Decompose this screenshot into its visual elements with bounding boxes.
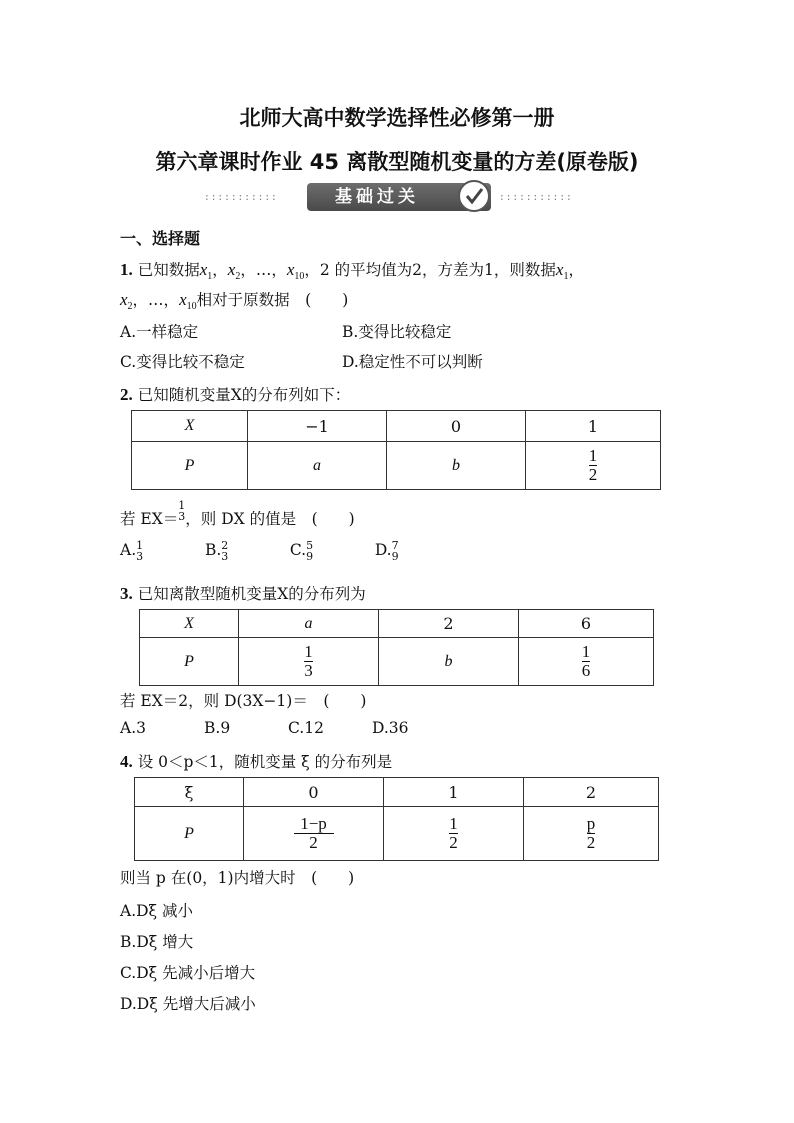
section-banner: 基础过关 xyxy=(307,183,491,211)
q4-number: 4. xyxy=(120,752,133,771)
q2-option-c: C. 5 9 xyxy=(289,539,314,563)
q2-distribution-table xyxy=(131,410,661,490)
table-cell: b xyxy=(387,442,526,490)
table-cell: b xyxy=(379,638,519,686)
table-cell: X xyxy=(132,411,248,442)
table-cell xyxy=(519,638,654,686)
checkmark-icon xyxy=(458,180,490,212)
q1-option-d: D.稳定性不可以判断 xyxy=(342,353,483,371)
fraction: $\frac{1}{3}$ xyxy=(304,642,313,680)
table-cell: P xyxy=(132,442,248,490)
q2-options xyxy=(120,540,455,562)
fraction: $\frac{p}{2}$ xyxy=(586,814,596,852)
q1-stem-c: 相对于原数据 xyxy=(196,291,290,309)
table-cell: a xyxy=(248,442,387,490)
table-cell: 2 xyxy=(379,610,519,638)
q3-option-c: C.12 xyxy=(288,719,324,737)
fraction: $\frac{1}{2}$ xyxy=(588,446,598,484)
q3-option-a: A.3 xyxy=(120,719,146,737)
document-subtitle: 第六章课时作业 45 离散型随机变量的方差(原卷版) xyxy=(155,150,639,174)
q1-stem-b: ，2 的平均值为2，方差为1，则数据 xyxy=(304,261,556,279)
banner-dots-left: ::::::::::: xyxy=(205,190,279,203)
q1-paren: ( ) xyxy=(305,291,349,309)
fraction: $\frac{1}{2}$ xyxy=(449,814,458,852)
q3-stem-text: 已知离散型随机变量X的分布列为 xyxy=(137,585,366,603)
table-cell xyxy=(244,807,384,861)
table-cell xyxy=(524,807,659,861)
q2-condition: 若 EX＝ 1 3 ，则 DX 的值是 ( ) xyxy=(120,499,355,528)
q4-option-d: D.Dξ 先增大后减小 xyxy=(120,995,256,1013)
table-cell xyxy=(526,442,661,490)
q2-stem xyxy=(120,383,350,405)
table-cell: 0 xyxy=(387,411,526,442)
q1-line2: $x_2$，…，$x_{10}$相对于原数据 ( ) xyxy=(120,290,349,312)
q1-line1: 1. 已知数据$x_1$，$x_2$，…，$x_{10}$，2 的平均值为2，方差为1，则数据$x_1$， xyxy=(120,260,584,282)
q3-option-d: D.36 xyxy=(372,719,409,737)
table-cell: 1 xyxy=(384,778,524,807)
table-cell: a xyxy=(239,610,379,638)
q2-option-a: A. 1 3 xyxy=(120,539,144,563)
q4-option-c: C.Dξ 先减小后增大 xyxy=(120,964,256,982)
table-cell: 2 xyxy=(524,778,659,807)
q1-option-a: A.一样稳定 xyxy=(120,323,199,341)
q2-option-b: B. 2 3 xyxy=(204,539,229,563)
table-cell: 1 xyxy=(526,411,661,442)
q4-option-a: A.Dξ 减小 xyxy=(120,902,194,920)
q4-stem-text: 设 0＜p＜1，随机变量 ξ 的分布列是 xyxy=(137,753,393,771)
q3-distribution-table xyxy=(139,609,654,686)
q3-stem xyxy=(120,582,366,604)
q3-number: 3. xyxy=(120,584,133,603)
table-cell xyxy=(384,807,524,861)
q1-option-b: B.变得比较稳定 xyxy=(342,323,452,341)
document-title: 北师大高中数学选择性必修第一册 xyxy=(239,106,555,130)
q3-option-b: B.9 xyxy=(204,719,231,737)
table-cell: P xyxy=(135,807,244,861)
banner-dots-right: ::::::::::: xyxy=(500,190,574,203)
fraction: $\frac{1}{6}$ xyxy=(581,642,591,680)
q2-number: 2. xyxy=(120,385,133,404)
q4-condition: 则当 p 在(0，1)内增大时 ( ) xyxy=(120,869,355,887)
q3-options xyxy=(120,719,456,737)
q4-option-b: B.Dξ 增大 xyxy=(120,933,194,951)
q2-stem-text: 已知随机变量X的分布列如下： xyxy=(137,386,351,404)
table-cell: P xyxy=(140,638,239,686)
section-heading: 一、选择题 xyxy=(120,229,201,248)
q1-option-c: C.变得比较不稳定 xyxy=(120,353,245,371)
q2-option-d: D. 7 9 xyxy=(374,539,399,563)
fraction: 1 3 xyxy=(178,499,186,523)
q4-distribution-table xyxy=(134,777,659,861)
q1-stem-a: 已知数据 xyxy=(137,261,200,279)
table-cell: 6 xyxy=(519,610,654,638)
table-cell: X xyxy=(140,610,239,638)
table-cell: ξ xyxy=(135,778,244,807)
table-cell xyxy=(239,638,379,686)
table-cell: −1 xyxy=(248,411,387,442)
q4-stem xyxy=(120,750,392,772)
table-cell: 0 xyxy=(244,778,384,807)
q1-number: 1. xyxy=(120,260,133,279)
q3-condition: 若 EX＝2，则 D(3X−1)＝ ( ) xyxy=(120,692,367,710)
fraction: $\frac{1-p}{2}$ xyxy=(294,815,334,852)
